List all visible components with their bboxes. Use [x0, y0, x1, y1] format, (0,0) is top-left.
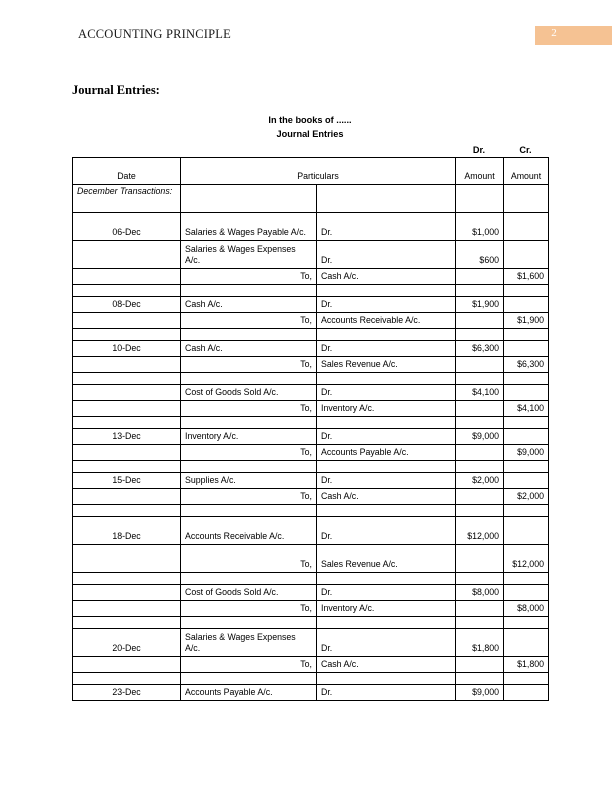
cell-amount-credit: [504, 585, 549, 601]
cell-drcr: Dr.: [317, 213, 456, 241]
cell-amount-credit: [504, 517, 549, 545]
cell-drcr: [317, 373, 456, 385]
table-row: [73, 401, 549, 417]
column-header-amount-credit: Amount: [504, 158, 549, 185]
cell-account: [181, 329, 317, 341]
column-header-amount-debit: Amount: [456, 158, 504, 185]
table-row: [73, 417, 549, 429]
cell-amount-debit: [456, 545, 504, 573]
cell-date: [73, 617, 181, 629]
cell-amount-credit: [504, 297, 549, 313]
cell-amount-debit: [456, 657, 504, 673]
cell-date: 20-Dec: [73, 629, 181, 657]
cell-amount-credit: $2,000: [504, 489, 549, 505]
cell-drcr: Dr.: [317, 517, 456, 545]
cell-amount-debit: $4,100: [456, 385, 504, 401]
table-row: [73, 573, 549, 585]
table-row: [73, 657, 549, 673]
cell-amount-debit: [456, 313, 504, 329]
cell-amount-debit: [456, 601, 504, 617]
table-row: [73, 473, 549, 489]
cell-amount-debit: [456, 489, 504, 505]
cell-drcr: Dr.: [317, 297, 456, 313]
cell-account: [181, 417, 317, 429]
cell-drcr: Sales Revenue A/c.: [317, 357, 456, 373]
cell-account: Cash A/c.: [181, 341, 317, 357]
cell-amount-credit: [504, 673, 549, 685]
cell-drcr: Accounts Receivable A/c.: [317, 313, 456, 329]
cell-account: [181, 573, 317, 585]
cell-amount-credit: $1,800: [504, 657, 549, 673]
cell-drcr: Cash A/c.: [317, 657, 456, 673]
cell-account: To,: [181, 601, 317, 617]
table-row: [73, 313, 549, 329]
table-row: [73, 489, 549, 505]
cell-date: December Transactions:: [73, 185, 181, 213]
cell-amount-credit: $12,000: [504, 545, 549, 573]
cell-date: [73, 373, 181, 385]
cell-account: Salaries & Wages Expenses A/c.: [181, 629, 317, 657]
cell-amount-debit: [456, 401, 504, 417]
cell-amount-credit: $6,300: [504, 357, 549, 373]
debit-caption: Dr.: [472, 145, 486, 155]
cell-amount-credit: $1,900: [504, 313, 549, 329]
table-row: [73, 461, 549, 473]
cell-account: Supplies A/c.: [181, 473, 317, 489]
cell-amount-debit: $9,000: [456, 685, 504, 701]
cell-amount-credit: [504, 185, 549, 213]
column-header-date: Date: [73, 158, 181, 185]
cell-account: To,: [181, 657, 317, 673]
table-row: [73, 185, 549, 213]
cell-drcr: [317, 673, 456, 685]
cell-date: 13-Dec: [73, 429, 181, 445]
cell-drcr: Cash A/c.: [317, 269, 456, 285]
cell-date: [73, 673, 181, 685]
cell-amount-debit: [456, 617, 504, 629]
cell-amount-credit: [504, 461, 549, 473]
cell-amount-credit: [504, 417, 549, 429]
cell-amount-credit: [504, 685, 549, 701]
cell-amount-credit: [504, 505, 549, 517]
cell-date: 23-Dec: [73, 685, 181, 701]
cell-date: 06-Dec: [73, 213, 181, 241]
cell-account: Cost of Goods Sold A/c.: [181, 385, 317, 401]
cell-drcr: Dr.: [317, 341, 456, 357]
column-header-particulars: Particulars: [181, 158, 456, 185]
cell-amount-debit: [456, 417, 504, 429]
journal-table-container: [72, 157, 548, 701]
cell-account: To,: [181, 313, 317, 329]
cell-drcr: Dr.: [317, 629, 456, 657]
cell-account: [181, 673, 317, 685]
cell-amount-debit: [456, 505, 504, 517]
document-header: [0, 0, 612, 60]
cell-date: [73, 401, 181, 417]
cell-date: 15-Dec: [73, 473, 181, 489]
cell-drcr: [317, 505, 456, 517]
cell-drcr: Cash A/c.: [317, 489, 456, 505]
cell-account: [181, 617, 317, 629]
table-row: [73, 617, 549, 629]
cell-date: [73, 417, 181, 429]
cell-account: Accounts Payable A/c.: [181, 685, 317, 701]
cell-amount-debit: [456, 445, 504, 461]
cell-amount-debit: $1,000: [456, 213, 504, 241]
cell-date: [73, 545, 181, 573]
cell-drcr: [317, 285, 456, 297]
cell-amount-debit: [456, 373, 504, 385]
table-row: [73, 685, 549, 701]
cell-amount-debit: [456, 269, 504, 285]
cell-account: [181, 461, 317, 473]
cell-drcr: Dr.: [317, 385, 456, 401]
cell-amount-debit: $1,800: [456, 629, 504, 657]
cell-account: [181, 185, 317, 213]
cell-date: [73, 269, 181, 285]
table-row: [73, 385, 549, 401]
journal-entries-title: Journal Entries: [276, 129, 344, 139]
cell-drcr: Dr.: [317, 585, 456, 601]
cell-date: [73, 329, 181, 341]
table-row: [73, 601, 549, 617]
table-row: [73, 329, 549, 341]
cell-amount-credit: [504, 617, 549, 629]
cell-amount-credit: $9,000: [504, 445, 549, 461]
table-row: [73, 241, 549, 269]
cell-amount-debit: [456, 673, 504, 685]
cell-amount-debit: [456, 185, 504, 213]
cell-account: To,: [181, 269, 317, 285]
cell-account: To,: [181, 357, 317, 373]
table-row: [73, 357, 549, 373]
section-heading: Journal Entries:: [72, 83, 160, 97]
cell-amount-debit: [456, 461, 504, 473]
table-row: [73, 341, 549, 357]
table-row: [73, 373, 549, 385]
cell-amount-credit: [504, 213, 549, 241]
cell-amount-credit: [504, 629, 549, 657]
cell-account: Inventory A/c.: [181, 429, 317, 445]
cell-amount-credit: $4,100: [504, 401, 549, 417]
cell-account: Accounts Receivable A/c.: [181, 517, 317, 545]
credit-caption: Cr.: [519, 145, 532, 155]
cell-date: [73, 241, 181, 269]
cell-drcr: [317, 185, 456, 213]
cell-amount-credit: $1,600: [504, 269, 549, 285]
table-row: [73, 297, 549, 313]
cell-amount-debit: $8,000: [456, 585, 504, 601]
books-of-title: In the books of ......: [268, 115, 352, 125]
cell-account: To,: [181, 489, 317, 505]
cell-date: [73, 385, 181, 401]
cell-drcr: [317, 573, 456, 585]
table-row: [73, 545, 549, 573]
cell-account: Cost of Goods Sold A/c.: [181, 585, 317, 601]
cell-account: To,: [181, 401, 317, 417]
cell-drcr: Sales Revenue A/c.: [317, 545, 456, 573]
page-number: 2: [551, 27, 557, 39]
cell-date: [73, 461, 181, 473]
cell-account: [181, 373, 317, 385]
table-row: [73, 585, 549, 601]
cell-date: [73, 573, 181, 585]
cell-amount-credit: [504, 329, 549, 341]
cell-drcr: Dr.: [317, 241, 456, 269]
cell-date: [73, 657, 181, 673]
cell-date: [73, 505, 181, 517]
table-row: [73, 429, 549, 445]
cell-amount-debit: $1,900: [456, 297, 504, 313]
cell-drcr: Accounts Payable A/c.: [317, 445, 456, 461]
cell-amount-credit: [504, 285, 549, 297]
cell-date: [73, 357, 181, 373]
cell-amount-debit: [456, 357, 504, 373]
cell-drcr: [317, 329, 456, 341]
cell-drcr: [317, 417, 456, 429]
cell-account: To,: [181, 545, 317, 573]
table-row: [73, 673, 549, 685]
cell-amount-debit: $6,300: [456, 341, 504, 357]
cell-amount-credit: $8,000: [504, 601, 549, 617]
table-row: [73, 517, 549, 545]
cell-amount-debit: [456, 285, 504, 297]
cell-date: [73, 313, 181, 329]
cell-amount-credit: [504, 573, 549, 585]
table-header-row: [73, 158, 549, 185]
cell-drcr: Dr.: [317, 685, 456, 701]
cell-date: 18-Dec: [73, 517, 181, 545]
cell-date: 10-Dec: [73, 341, 181, 357]
cell-date: [73, 585, 181, 601]
table-header: [73, 158, 549, 185]
table-row: [73, 629, 549, 657]
cell-drcr: Inventory A/c.: [317, 601, 456, 617]
cell-account: Salaries & Wages Payable A/c.: [181, 213, 317, 241]
cell-date: [73, 285, 181, 297]
cell-amount-debit: [456, 573, 504, 585]
cell-amount-credit: [504, 429, 549, 445]
table-row: [73, 285, 549, 297]
journal-entries-table: [72, 157, 549, 701]
cell-amount-debit: $2,000: [456, 473, 504, 489]
table-body: [73, 185, 549, 701]
cell-drcr: Dr.: [317, 473, 456, 489]
cell-date: [73, 601, 181, 617]
cell-account: Cash A/c.: [181, 297, 317, 313]
cell-account: [181, 505, 317, 517]
cell-amount-credit: [504, 373, 549, 385]
cell-account: To,: [181, 445, 317, 461]
cell-amount-debit: $9,000: [456, 429, 504, 445]
cell-amount-debit: [456, 329, 504, 341]
table-row: [73, 269, 549, 285]
cell-amount-credit: [504, 341, 549, 357]
cell-drcr: [317, 461, 456, 473]
cell-amount-credit: [504, 385, 549, 401]
cell-date: [73, 489, 181, 505]
cell-account: Salaries & Wages Expenses A/c.: [181, 241, 317, 269]
cell-drcr: Inventory A/c.: [317, 401, 456, 417]
cell-drcr: Dr.: [317, 429, 456, 445]
cell-account: [181, 285, 317, 297]
cell-amount-debit: $12,000: [456, 517, 504, 545]
cell-amount-credit: [504, 473, 549, 489]
header-title: ACCOUNTING PRINCIPLE: [78, 27, 231, 41]
table-row: [73, 505, 549, 517]
cell-amount-debit: $600: [456, 241, 504, 269]
table-row: [73, 213, 549, 241]
cell-date: [73, 445, 181, 461]
cell-drcr: [317, 617, 456, 629]
cell-date: 08-Dec: [73, 297, 181, 313]
cell-amount-credit: [504, 241, 549, 269]
table-row: [73, 445, 549, 461]
